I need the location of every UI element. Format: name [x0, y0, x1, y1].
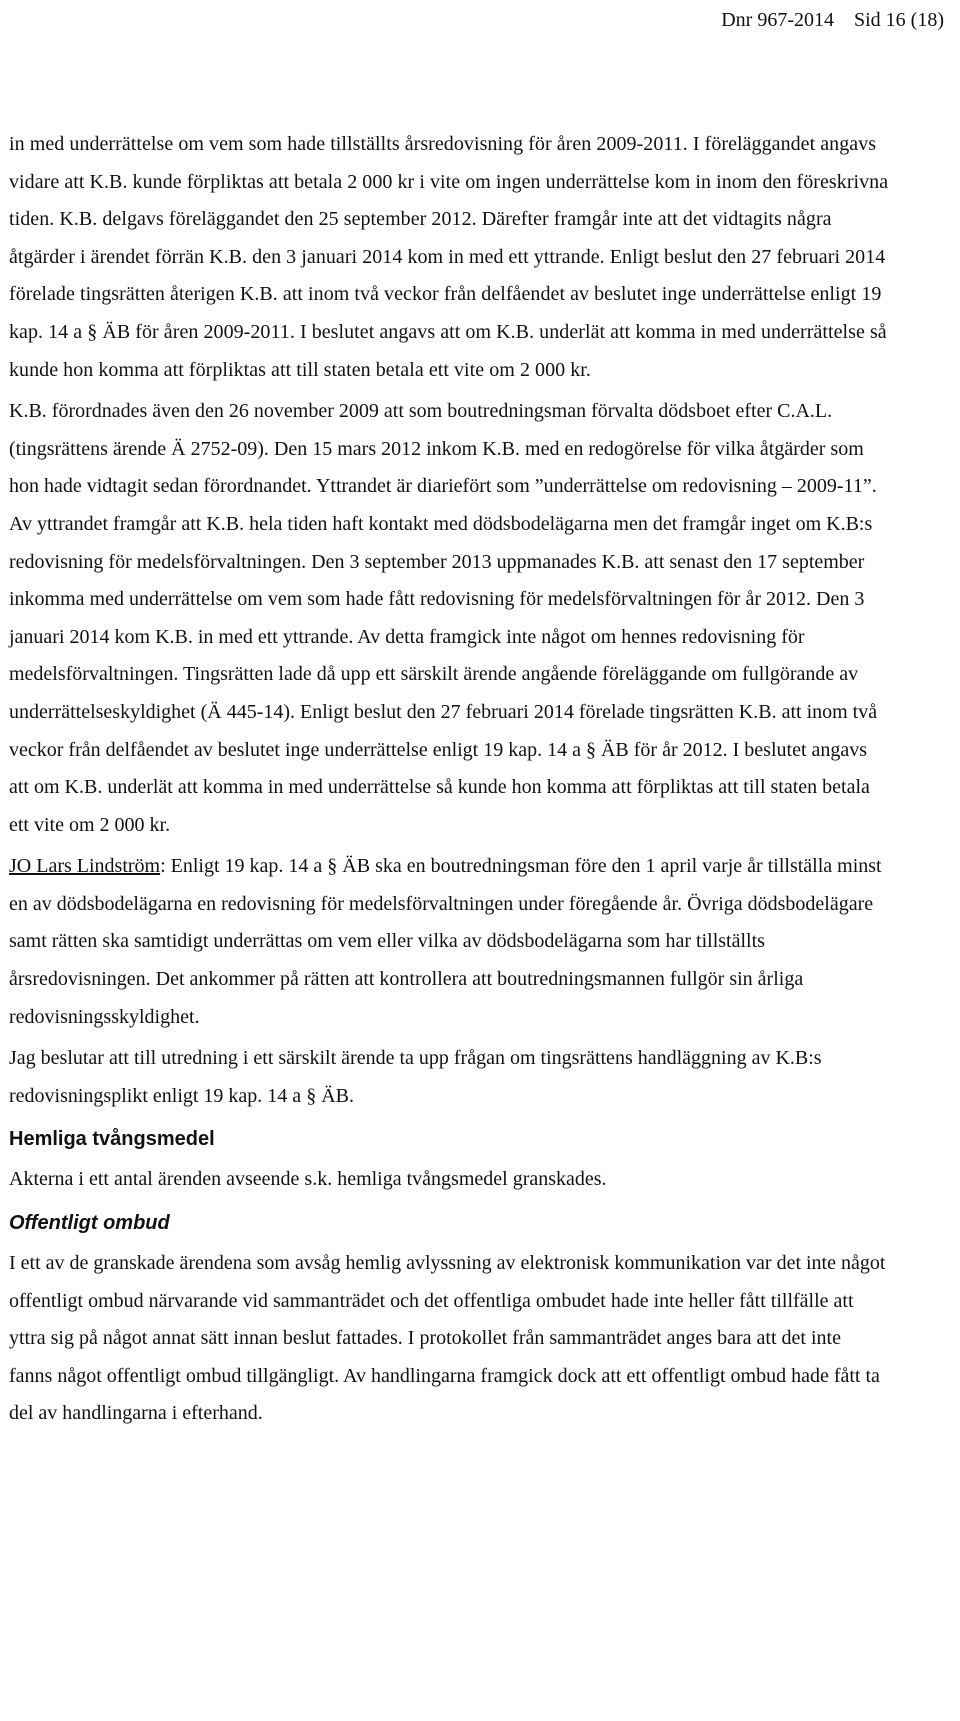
section-heading-offentligt-ombud: Offentligt ombud: [9, 1212, 170, 1235]
page-header: [721, 6, 944, 34]
paragraph-offentligt-ombud: I ett av de granskade ärendena som avsåg hemlig avlyssning av elektronisk kommunikation var det inte något offentligt ombud närvarande vid sammanträdet och det offentliga ombudet hade inte heller fått tillfälle att yttra sig på något annat sätt innan beslut fattades. I protokollet från sammanträdet anges bara att det inte fanns något offentligt ombud tillgängligt. Av handlingarna framgick dock att ett offentligt ombud hade fått ta del av handlingarna i efterhand.: [9, 1252, 886, 1425]
paragraph-jo-statement: [9, 848, 889, 1036]
document-body: [9, 126, 889, 1433]
page-number: Sid 16 (18): [854, 9, 944, 31]
paragraph-boutredningsman: K.B. förordnades även den 26 november 2009 att som boutredningsman förvalta dödsboet efter C.A.L. (tingsrättens ärende Ä 2752-09). Den 15 mars 2012 inkom K.B. med en redogörelse för vilka åtgärder som hon hade vidtagit sedan förordnandet. Yttrandet är diariefört som ”underrättelse om redovisning – 2009-11”. Av yttrandet framgår att K.B. hela tiden haft kontakt med dödsbodelägarna men det framgår inget om K.B:s redovisning för medelsförvaltningen. Den 3 september 2013 uppmanades K.B. att senast den 17 september inkomma med underrättelse om vem som hade fått redovisning för medelsförvaltningen för år 2012. Den 3 januari 2014 kom K.B. in med ett yttrande. Av detta framgick inte något om hennes redovisning för medelsförvaltningen. Tingsrätten lade då upp ett särskilt ärende angående föreläggande om fullgörande av underrättelseskyldighet (Ä 445-14). Enligt beslut den 27 februari 2014 förelade tingsrätten K.B. att inom två veckor från delfåendet av beslutet inge underrättelse enligt 19 kap. 14 a § ÄB för år 2012. I beslutet angavs att om K.B. underlät att komma in med underrättelse så kunde hon komma att förpliktas att till staten betala ett vite om 2 000 kr.: [9, 400, 878, 836]
jo-statement-text: : Enligt 19 kap. 14 a § ÄB ska en boutredningsman före den 1 april varje år tillställa minst en av dödsbodelägarna en redovisning för medelsförvaltningen under föregående år. Övriga dödsbodelägare samt rätten ska samtidigt underrättas om vem eller vilka av dödsbodelägarna som har tillställts årsredovisningen. Det ankommer på rätten att kontrollera att boutredningsmannen fullgör sin årliga redovisningsskyldighet.: [9, 855, 882, 1028]
paragraph-decision: Jag beslutar att till utredning i ett särskilt ärende ta upp frågan om tingsrättens handläggning av K.B:s redovisningsplikt enligt 19 kap. 14 a § ÄB.: [9, 1047, 822, 1107]
paragraph-hemliga-tvangsmedel: Akterna i ett antal ärenden avseende s.k. hemliga tvångsmedel granskades.: [9, 1168, 607, 1191]
jo-speaker-name: JO Lars Lindström: [9, 855, 161, 878]
section-heading-hemliga-tvangsmedel: Hemliga tvångsmedel: [9, 1128, 215, 1151]
paragraph-vitesforelaggande: in med underrättelse om vem som hade tillställts årsredovisning för åren 2009-2011. I föreläggandet angavs vidare att K.B. kunde förpliktas att betala 2 000 kr i vite om ingen underrättelse kom in inom den föreskrivna tiden. K.B. delgavs föreläggandet den 25 september 2012. Därefter framgår inte att det vidtagits några åtgärder i ärendet förrän K.B. den 3 januari 2014 kom in med ett yttrande. Enligt beslut den 27 februari 2014 förelade tingsrätten återigen K.B. att inom två veckor från delfåendet av beslutet inge underrättelse enligt 19 kap. 14 a § ÄB för åren 2009-2011. I beslutet angavs att om K.B. underlät att komma in med underrättelse så kunde hon komma att förpliktas att till staten betala ett vite om 2 000 kr.: [9, 133, 889, 381]
diary-number: Dnr 967-2014: [721, 9, 834, 31]
